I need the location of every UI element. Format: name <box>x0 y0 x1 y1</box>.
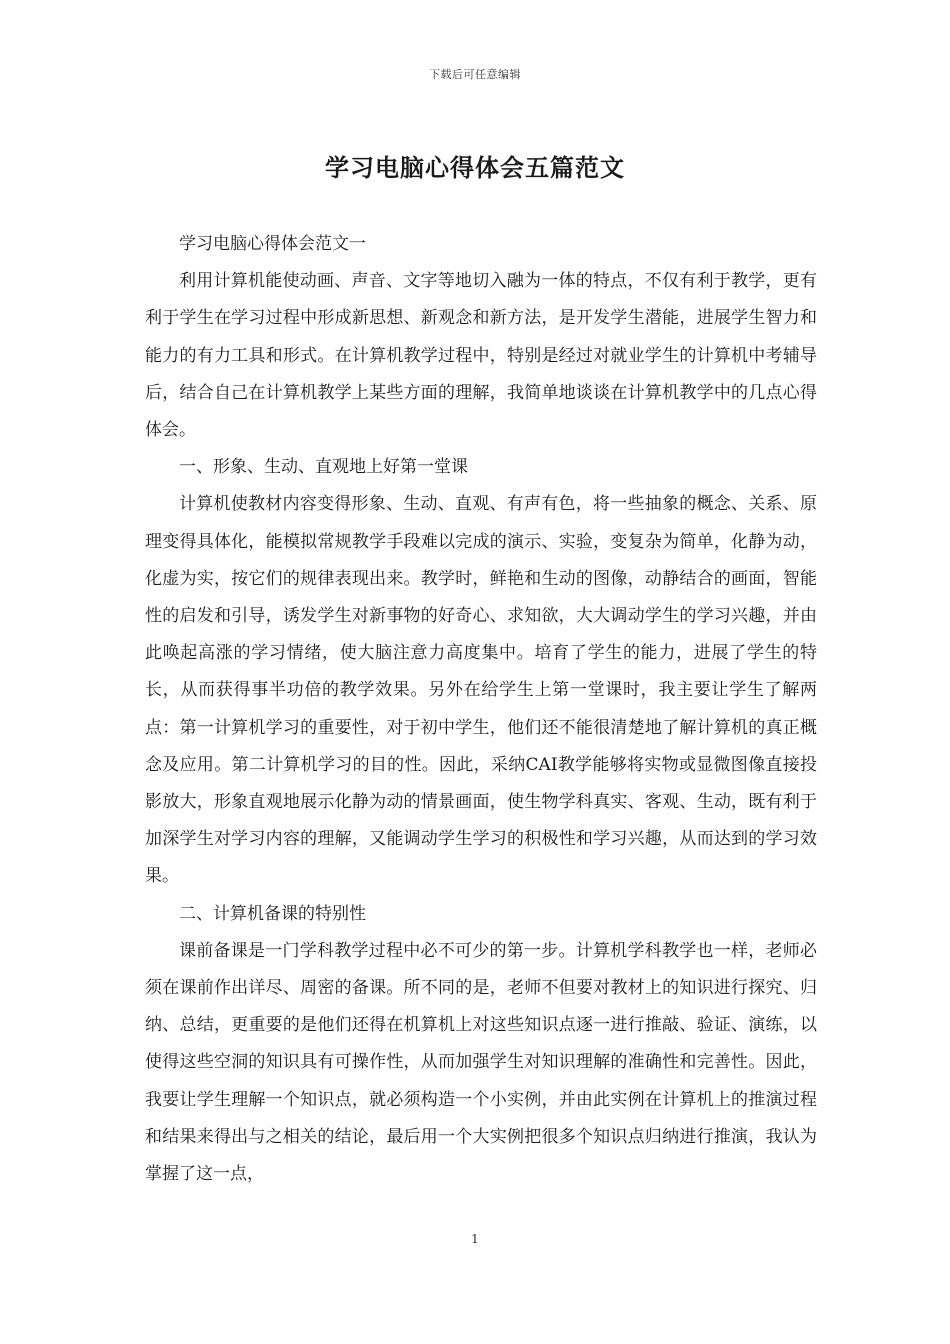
section-heading-essay-one: 学习电脑心得体会范文一 <box>179 234 366 254</box>
paragraph-first-lesson: 计算机使教材内容变得形象、生动、直观、有声有色，将一些抽象的概念、关系、原理变得具体化，能模拟常规教学手段难以完成的演示、实验，变复杂为简单，化静为动，化虚为实，按它们的规律表现出来。教学时，鲜艳和生动的图像，动静结合的画面，智能性的启发和引导，诱发学生对新事物的好奇心、求知欲，大大调动学生的学习兴趣，并由此唤起高涨的学习情绪，使大脑注意力高度集中。培育了学生的能力，进展了学生的特长，从而获得事半功倍的教学效果。另外在给学生上第一堂课时，我主要让学生了解两点：第一计算机学习的重要性，对于初中学生，他们还不能很清楚地了解计算机的真正概念及应用。第二计算机学习的目的性。因此，采纳CAI教学能够将实物或显微图像直接投影放大，形象直观地展示化静为动的情景画面，使生物学科真实、客观、生动，既有利于加深学生对学习内容的理解，又能调动学生学习的积极性和学习兴趣，从而达到的学习效果。 <box>145 494 817 887</box>
section-heading-lesson-prep: 二、计算机备课的特别性 <box>179 903 366 924</box>
document-body <box>145 226 817 1193</box>
section-heading-first-lesson: 一、形象、生动、直观地上好第一堂课 <box>179 457 468 478</box>
paragraph-lesson-prep: 课前备课是一门学科教学过程中必不可少的第一步。计算机学科教学也一样，老师必须在课前作出详尽、周密的备课。所不同的是，老师不但要对教材上的知识进行探究、归纳、总结，更重要的是他们还得在机算机上对这些知识点逐一进行推敲、验证、演练，以使得这些空洞的知识具有可操作性，从而加强学生对知识理解的准确性和完善性。因此，我要让学生理解一个知识点，就必须构造一个小实例，并由此实例在计算机上的推演过程和结果来得出与之相关的结论，最后用一个大实例把很多个知识点归纳进行推演，我认为掌握了这一点， <box>145 940 817 1185</box>
header-note: 下载后可任意编辑 <box>429 68 521 81</box>
paragraph-intro: 利用计算机能使动画、声音、文字等地切入融为一体的特点，不仅有利于教学，更有利于学生在学习过程中形成新思想、新观念和新方法，是开发学生潜能，进展学生智力和能力的有力工具和形式。在计算机教学过程中，特别是经过对就业学生的计算机中考辅导后，结合自己在计算机教学上某些方面的理解，我简单地谈谈在计算机教学中的几点心得体会。 <box>145 271 817 441</box>
page-number: 1 <box>471 1232 479 1246</box>
document-title: 学习电脑心得体会五篇范文 <box>325 153 625 182</box>
